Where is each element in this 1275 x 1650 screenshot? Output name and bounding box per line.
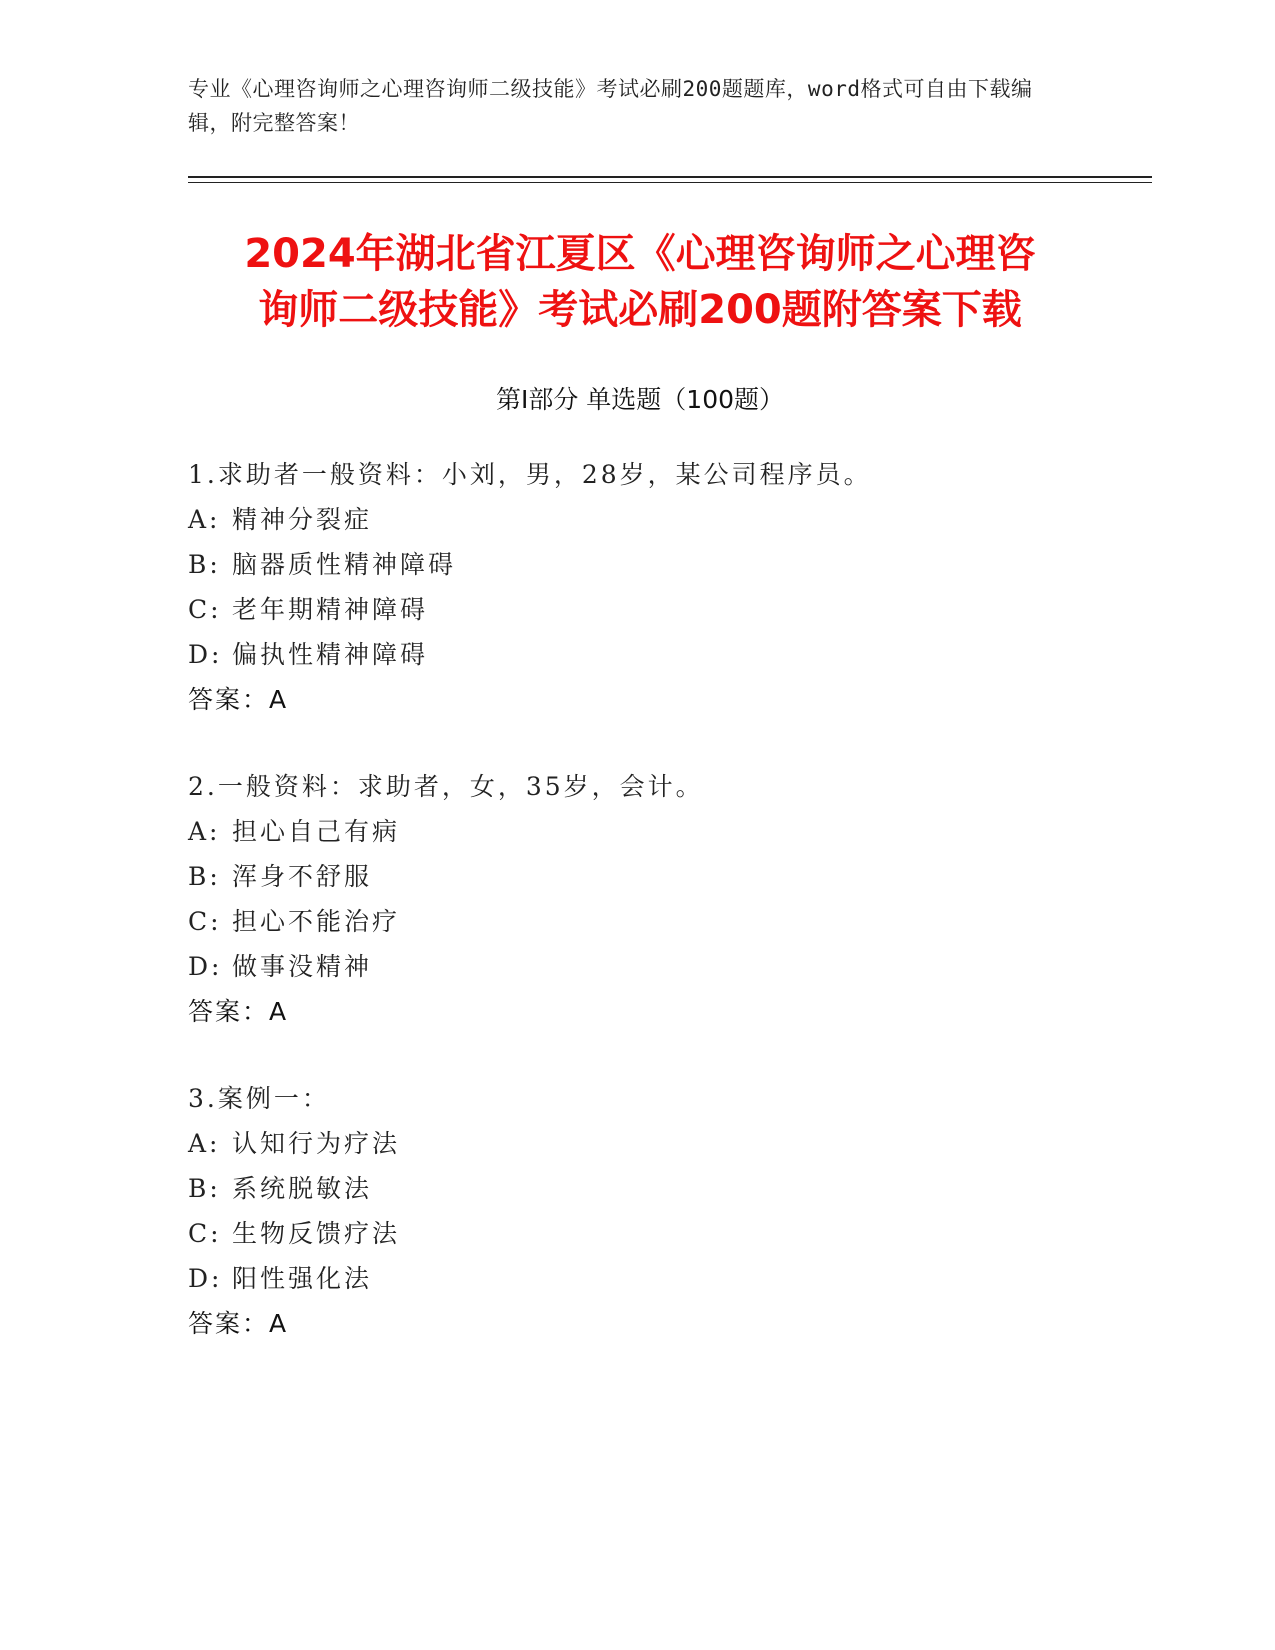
answer-label: 答案： <box>188 685 270 714</box>
section-title: 第I部分 单选题（100题） <box>495 385 785 414</box>
option-text: 担心自己有病 <box>232 817 401 846</box>
option-text: 生物反馈疗法 <box>232 1219 401 1248</box>
option-letter: B: <box>188 1174 221 1203</box>
answer-value: A <box>269 997 289 1026</box>
option-text: 脑器质性精神障碍 <box>232 550 457 579</box>
question-stem: 2.一般资料：求助者，女，35岁，会计。 <box>188 772 704 801</box>
question-stem: 1.求助者一般资料：小刘，男，28岁，某公司程序员。 <box>188 460 872 489</box>
option-text: 阳性强化法 <box>232 1264 373 1293</box>
answer-line <box>188 677 1088 722</box>
answer-label: 答案： <box>188 1309 270 1338</box>
option-letter: C: <box>188 595 222 624</box>
answer-value: A <box>269 1309 289 1338</box>
option-text: 做事没精神 <box>232 952 373 981</box>
title-line-1: 2024年湖北省江夏区《心理咨询师之心理咨 <box>244 231 1036 277</box>
question-2 <box>188 764 1088 1034</box>
option-letter: A: <box>188 1129 221 1158</box>
option-a <box>188 809 1088 854</box>
option-text: 浑身不舒服 <box>232 862 373 891</box>
option-d <box>188 632 1088 677</box>
header-note: 专业《心理咨询师之心理咨询师二级技能》考试必刷200题题库，word格式可自由下载编辑，附完整答案！ <box>188 77 1033 135</box>
header-rule-thick <box>188 176 1152 178</box>
option-a <box>188 497 1088 542</box>
option-b <box>188 542 1088 587</box>
answer-line <box>188 989 1088 1034</box>
option-b <box>188 1166 1088 1211</box>
title-line-2: 询师二级技能》考试必刷200题附答案下载 <box>258 287 1022 333</box>
question-stem: 3.案例一： <box>188 1084 330 1113</box>
option-d <box>188 944 1088 989</box>
option-letter: D: <box>188 1264 223 1293</box>
option-c <box>188 1211 1088 1256</box>
option-text: 老年期精神障碍 <box>232 595 429 624</box>
document-title <box>140 226 1140 338</box>
option-b <box>188 854 1088 899</box>
option-c <box>188 899 1088 944</box>
answer-line <box>188 1301 1088 1346</box>
header-rule-thin <box>188 182 1152 183</box>
question-3 <box>188 1076 1088 1346</box>
option-letter: A: <box>188 505 221 534</box>
option-c <box>188 587 1088 632</box>
option-letter: C: <box>188 1219 222 1248</box>
option-text: 系统脱敏法 <box>232 1174 373 1203</box>
answer-value: A <box>269 685 289 714</box>
option-letter: A: <box>188 817 221 846</box>
question-1 <box>188 452 1088 722</box>
option-text: 偏执性精神障碍 <box>232 640 429 669</box>
option-letter: B: <box>188 862 221 891</box>
option-letter: D: <box>188 640 223 669</box>
option-text: 精神分裂症 <box>232 505 373 534</box>
option-d <box>188 1256 1088 1301</box>
option-text: 认知行为疗法 <box>232 1129 401 1158</box>
answer-label: 答案： <box>188 997 270 1026</box>
option-letter: D: <box>188 952 223 981</box>
option-letter: B: <box>188 550 221 579</box>
option-text: 担心不能治疗 <box>232 907 401 936</box>
option-letter: C: <box>188 907 222 936</box>
option-a <box>188 1121 1088 1166</box>
